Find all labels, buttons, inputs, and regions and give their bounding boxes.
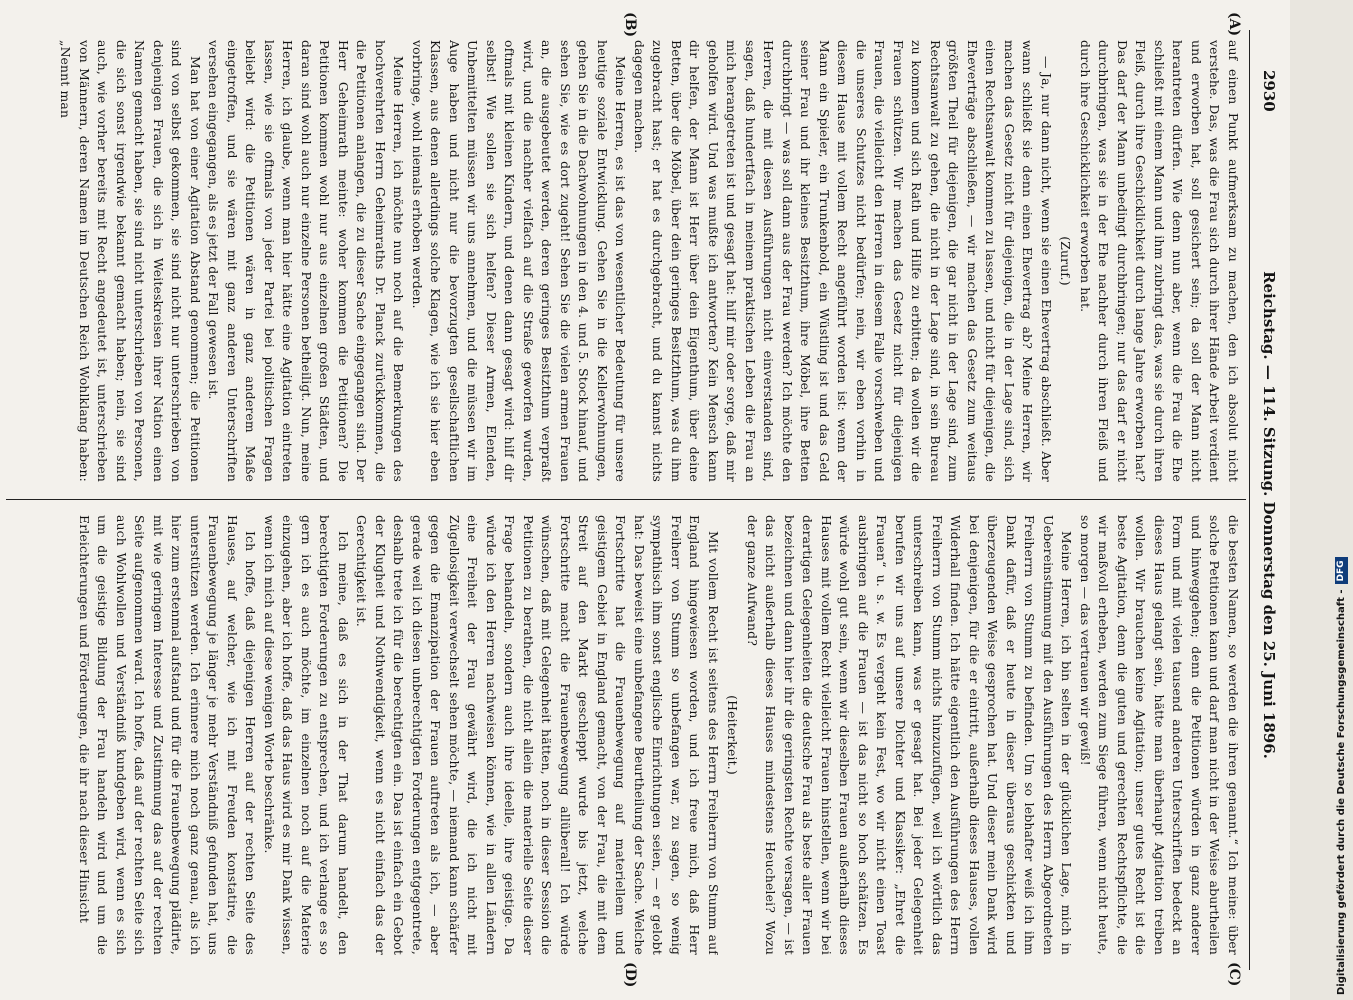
paragraph: Mit vollem Recht ist seitens des Herrn Freiherrn von Stumm auf England hingewiesen worden, und ich freue mich, daß Herr Freiherr von Stumm so unbefangen war, zu sagen, so wenig sympathisch ihm sonst englische Einrichtungen seien, — er gelobt hat: Das beweist eine unbefangene Beurtheilung der Sache. Welche Fortschritte hat die Frauenbewegung auf materiellem und geistigem Gebiet in England gemacht, von der Frau, die mit dem Streit auf den Markt geschleppt wurde bis jetzt, welche Fortschritte macht die Frauenbewegung allüberall! Ich würde wünschen, daß mit Gelegenheit hätten, noch in dieser Session die Petitionen zu berathen, die nicht allein die materielle Seite dieser Frage behandeln, sondern auch ihre ideelle, ihre geistige. Da würde ich den Herren nachweisen können, wie in allen Ländern eine Freiheit der Frau gewährt wird, die ich nicht mit Zügellosigkeit verwechselt sehen möchte, — niemand kann schärfer gegen die Emanzipation der Frauen auftreten als ich, — aber gerade weil ich diesen unberechtigten Forderungen entgegentrete, deshalb trete ich für die berechtigten ein. Das ist einfach ein Gebot der Klugheit und Nothwendigkeit, wenn es nicht einfach das der Gerechtigkeit ist.	[354, 515, 721, 955]
right-text-column	[6, 515, 1242, 955]
paragraph: Meine Herren, ich bin selten in der glücklichen Lage, mich in Uebereinstimmung mit den Ausführungen des Herrn Abgeordneten Freiherrn von Stumm zu befinden. Um so lebhafter weiß ich ihm Dank dafür, daß er heute in dieser überaus geschickten und überzeugenden Weise gesprochen hat. Und dieser mein Dank wird bei denjenigen, für die er eintritt, außerhalb dieses Hauses, vollen Widerhall finden. Ich hätte eigentlich den Ausführungen des Herrn Freiherrn von Stumm nichts hinzuzufügen, weil ich wörtlich das unterschreiben kann, was er gesagt hat. Bei jeder Gelegenheit berufen wir uns auf unsere Dichter und Klassiker: „Ehret die Frauen“ u. s. w. Es vergeht kein Fest, wo wir nicht einen Toast ausbringen auf die Frauen — ist das nicht so hoch schätzen. Es würde wohl gut sein, wenn wir dieselben Frauen außerhalb dieses Hauses mit vollem Recht vielleicht Frauen hinstellen, wenn wir bei derartigen Gelegenheiten die deutsche Frau als beste aller Frauen bezeichnen und dann hier ihr die geringsten Rechte versagen, — ist das nicht außerhalb dieses Hauses mindestens Heuchelei? Wozu der ganze Aufwand?	[745, 515, 1075, 955]
paragraph: auf einen Punkt aufmerksam zu machen, den ich absolut nicht verstehe. Das, was die Frau sich durch ihrer Hände Arbeit verdient und erworben hat, soll gesichert sein; da soll der Mann nicht herantreten dürfen. Wie denn nun aber, wenn die Frau die Ehe schließt mit einem Mann und ihm zubringt das, was sie durch ihren Fleiß, durch ihre Geschicklichkeit durch lange Jahre erworben hat? Das darf der Mann unbedingt durchbringen; nur das darf er nicht durchbringen, was sie in der Ehe nachher durch ihren Fleiß und durch ihre Geschicklichkeit erworben hat.	[1078, 40, 1241, 482]
credit-text: Digitalisierung gefördert durch die Deutsche Forschungsgemeinschaft -	[1336, 589, 1347, 995]
left-text-column	[6, 40, 1242, 482]
dfg-logo-icon: DFG	[1335, 557, 1348, 584]
digitization-credit	[1334, 0, 1350, 995]
column-divider	[6, 499, 1246, 500]
page-number: 2930	[1260, 70, 1278, 112]
margin-marker-b: (B)	[622, 12, 638, 38]
interjection: (Zuruf.)	[1058, 236, 1074, 286]
page-header-title: Reichstag. — 114. Sitzung. Donnerstag den 25. Juni 1896.	[1260, 271, 1278, 759]
paragraph: Meine Herren, es ist das von wesentlicher Bedeutung für unsere heutige soziale Entwicklung. Gehen Sie in die Kellerwohnungen, gehen Sie in die Dachwohnungen in den 4. und 5. Stock hinauf, und sehen Sie, wie es dort zugeht! Sehen Sie die vielen armen Frauen an, die ausgebeutet werden, deren geringes Besitzthum verpraßt wird, und die nachher vielfach auf die Straße geworfen wurden, oftmals mit kleinen Kindern, und denen dann gesagt wird: hilf dir selbst! Wie sollen sie sich helfen? Dieser Armen, Elenden, Unbemittelten müssen wir uns annehmen, und die müssen wir im Auge haben und nicht nur die bevorzugten gesellschaftlichen Klassen, aus denen allerdings solche Klagen, wie ich sie hier eben vorbringe, wohl niemals erhoben werden.	[410, 40, 629, 482]
interjection: (Heiterkeit.)	[725, 695, 741, 775]
margin-marker-a: (A)	[1226, 12, 1242, 37]
digitization-credit-bar	[1330, 0, 1352, 1000]
margin-marker-c: (C)	[1226, 962, 1242, 987]
paragraph: Ich hoffe, daß diejenigen Herren auf der rechten Seite des Hauses, auf welcher, wie ich mit Freuden konstatire, die Frauenbewegung je länger je mehr Verständniß gefunden hat, uns unterstützen werden. Ich erinnere mich noch ganz genau, als ich hier zum erstenmal aufstand und für die Frauenbewegung plädirte, mit wie geringem Interesse und Zustimmung das auf der rechten Seite aufgenommen ward. Ich hoffe, daß auf der rechten Seite sich auch Wohlwollen und Verständniß kundgeben wird, wenn es sich um die geistige Bildung der Frau handeln wird und um die Erleichterungen und Förderungen, die ihr nach dieser Hinsicht	[77, 515, 259, 955]
paragraph: — Ja, nur dann nicht, wenn sie einen Ehevertrag abschließt. Aber wann schließt sie denn einen Ehevertrag ab? Meine Herren, wir machen das Gesetz nicht für diejenigen, die in der Lage sind, sich einen Rechtsanwalt kommen zu lassen, und nicht für diejenigen, die Eheverträge abschließen, — wir machen das Gesetz zum weitaus größten Theil für diejenigen, die gar nicht in der Lage sind, zum Rechtsanwalt zu gehen, die nicht in der Lage sind, in sein Bureau zu kommen und sich Rath und Hilfe zu erbitten; da wollen wir die Frauen schützen. Wir machen das Gesetz nicht für diejenigen Frauen, die vielleicht den Herren in diesem Falle vorschweben und die unseres Schutzes nicht bedürfen; nein, wir eben vorhin in diesem Hause mit vollem Recht angeführt worden ist: wenn der Mann ein Spieler, ein Trunkenbold, ein Wüstling ist und das Geld seiner Frau und ihr kleines Besitzthum, ihre Möbel, ihre Betten durchbringt — was soll dann aus der Frau werden? Ich möchte den Herren, die mit diesen Ausführungen nicht einverstanden sind, sagen, daß hundertfach in meinem praktischen Leben die Frau an mich herangetreten ist und gesagt hat: hilf mir oder sorge, daß mir geholfen wird. Und was mußte ich antworten? Kein Mensch kann dir helfen, der Mann ist Herr über dein Eigenthum, über deine Betten, über die Möbel, über dein geringes Besitzthum, was du ihm zugebracht hast; er hat es durchgebracht, und du kannst nichts dagegen machen.	[632, 40, 1054, 482]
paragraph: Ich meine, daß es sich in der That darum handelt, den berechtigten Forderungen zu entsprechen, und ich verlange es so gern ich es auch möchte, im einzelnen noch auf die Materie einzugehen, aber ich hoffe, daß das Haus wird es mir Dank wissen, wenn ich mich auf diese wenigen Worte beschränke.	[262, 515, 351, 955]
paragraph: Man hat von einer Agitation Abstand genommen; die Petitionen sind von selbst gekommen, sie sind nicht nur unterschrieben von denjenigen Frauen, die sich in Weiteskreisen ihrer Nation einen Namen gemacht haben, sie sind nicht unterschrieben von Personen, die sich sonst irgendwie bekannt gemacht haben; nein, sie sind auch, wie vorher bereits mit Recht angedeutet ist, unterschrieben von Männern, deren Namen im Deutschen Reich Wohlklang haben: „Nennt man	[58, 40, 203, 482]
running-head	[1254, 70, 1280, 960]
header-rule	[1249, 30, 1250, 970]
paragraph: Meine Herren, ich möchte nun noch auf die Bemerkungen des hochverehrten Herrn Geheimraths Dr. Planck zurückkommen, die die Petitionen anlangen, die zu dieser Sache eingegangen sind. Der Herr Geheimrath meinte: woher kommen die Petitionen? Die Petitionen kommen wohl nur aus einzelnen großen Städten, und daran sind wohl auch nur einzelne Personen betheiligt. Nun, meine Herren, ich glaube, wenn man hier hätte eine Agitation eintreten lassen, wie sie oftmals von jeder Partei bei politischen Fragen beliebt wird: die Petitionen wären in ganz anderem Maße eingetroffen, und sie wären mit ganz anderen Unterschriften versehen eingegangen, als es jetzt der Fall gewesen ist.	[206, 40, 407, 482]
margin-marker-d: (D)	[622, 962, 638, 988]
paragraph: die besten Namen, so werden die ihren genannt.“ Ich meine: über solche Petitionen kann und darf man nicht in der Weise aburtheilen und hinweggehen; denn die Petitionen würden in ganz anderer Form und mit vielen tausend anderen Unterschriften bedeckt an dieses Haus gelangt sein, hätte man überhaupt Agitation treiben wollen. Wir brauchen keine Agitation; unser gutes Recht ist die beste Agitation, denn die guten und gerechten Rechtspflichte, die wir maßvoll erheben, werden zum Siege führen, wenn nicht heute, so morgen — das vertrauen wir gewiß!	[1078, 515, 1241, 955]
